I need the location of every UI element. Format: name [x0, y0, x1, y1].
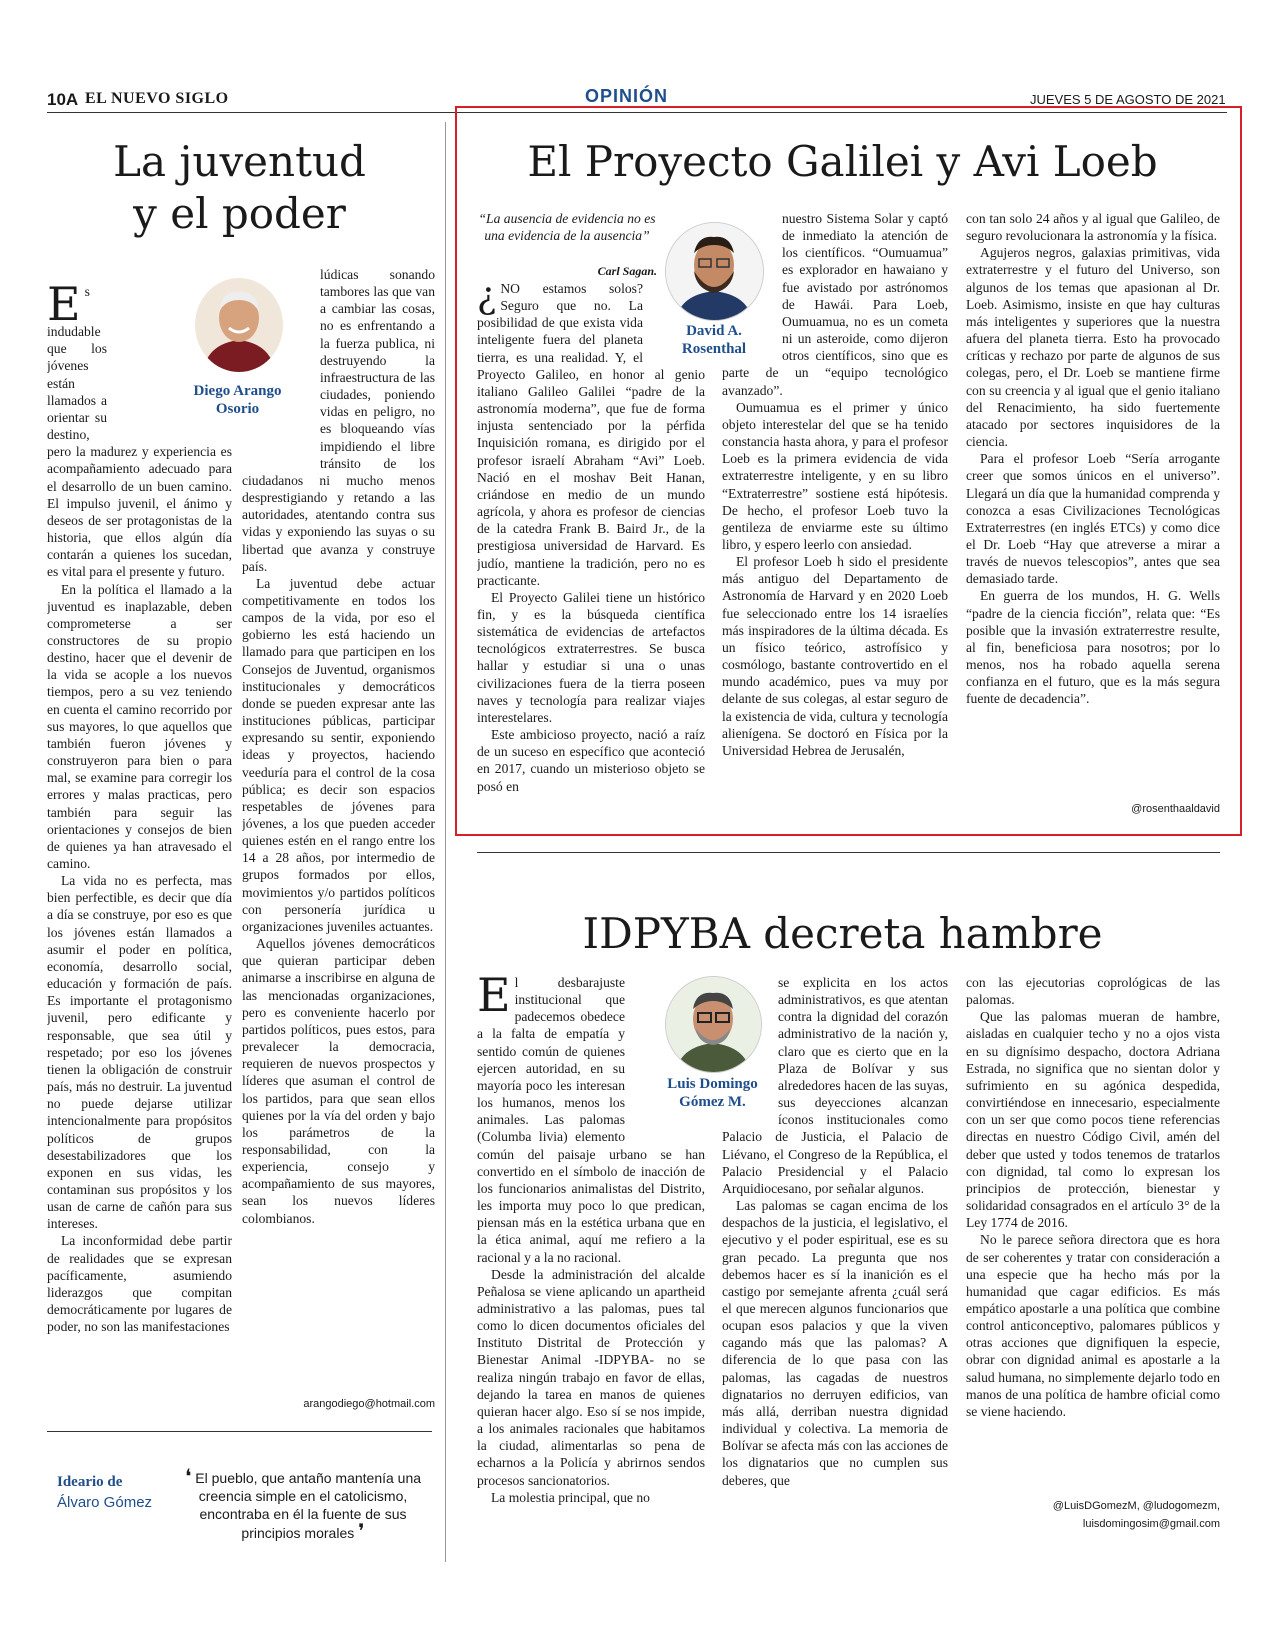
article2-title: El Proyecto Galilei y Avi Loeb [527, 137, 1158, 186]
article-divider [477, 852, 1220, 853]
article3-title: IDPYBA decreta hambre [582, 909, 1103, 958]
article1-title: La juventud y el poder [113, 137, 366, 238]
epigraph-source: Carl Sagan. [597, 264, 657, 278]
article3-email: luisdomingosim@gmail.com [1082, 1518, 1220, 1530]
section-name: OPINIÓN [585, 86, 669, 106]
article3-column-2: se explicita en los actos administrativos, es que atentan contra la dignidad del corazón administrativo de la nación y, claro que es cierto que en la Plaza de Bolívar y sus alrededores hacen de las suyas, sus deyecciones alcanzan íconos institucionales como Palacio de Justicia, el Palacio de Liévano, el Congreso de la República, el Palacio Presidencial y el Palacio Arquidiocesano, por señalar algunos. Las palomas se cagan encima de los despachos de la justicia, el legislativo, el ejecutivo y el poder espiritual, ese es su gran pecado. La pregunta que nos debemos hacer es sí la inanición es el castigo por semejante afrenta ¿cuál será el que merecen algunos funcionarios que ocupan esos palacios y que la viven cagando más que las palomas? A diferencia de lo que pasa con las palomas, las cagadas de nuestros dignatarios no derruyen edificios, van más allá, derriban nuestra dignidad individual y colectiva. La memoria de Bolívar se afecta más con las acciones de los dignatarios que no cumplen sus deberes, que [722, 975, 948, 1488]
author-name-arango: Diego Arango Osorio [193, 383, 282, 417]
article1-email: arangodiego@hotmail.com [303, 1398, 435, 1410]
article1-column-2: lúdicas sonando tambores las que van a cambiar las cosas, no es enfrentando a la fuerza publica, ni destruyendo la infraestructura de las ciudades, poniendo vidas en peligro, no es bloqueando vías impidiendo el libre tránsito de los ciudadanos ni mucho menos desprestigiando y retando a las autoridades, atentando contra sus vidas y exponiendo las suyas o su libertad que avanza y construye país. La juventud debe actuar competitivamente en todos los campos de la vida, por eso el gobierno les está haciendo un llamado para que participen en los Consejos de Juventud, organismos institucionales y democráticos donde se pueden expresar ante las instituciones públicas, participar expresando su sentir, exponiendo ideas y proyectos, haciendo veeduría para el control de la cosa pública; es decir son espacios respetables de jóvenes para jóvenes, a los que pueden acceder quienes estén en el rango entre los 14 a 28 años, por intermedio de grupos formados por ellos, movimientos y/o partidos políticos con personería jurídica u organizaciones juveniles actuantes. Aquellos jóvenes democráticos que quieran participar deben animarse a inscribirse en alguna de las mencionadas organizaciones, pero es conveniente hacerlo por partidos políticos, pues estos, para prevalecer la democracia, requieren de nuevos prospectos y líderes que asuman el control de los partidos, para que sean ellos quienes por la vía del orden y bajo los parámetros de la responsabilidad, con la experiencia, consejo y acompañamiento de sus mayores, sean los nuevos líderes colombianos. [242, 267, 435, 1226]
epigraph-quote: “La ausencia de evidencia no es una evidencia de la ausencia” [478, 211, 656, 243]
article2-handle: @rosenthaaldavid [1131, 803, 1220, 815]
ideario-title: Ideario de [57, 1474, 123, 1490]
author-name-rosenthal: David A. Rosenthal [681, 323, 747, 357]
article2-column-2: nuestro Sistema Solar y captó de inmediato la atención de los científicos. “Oumuamua” es explorador en hawaiano y fue avistado por astrónomos de Hawái. Para Loeb, Oumuamua, no es un cometa ni un asteroide, como dijeron otros científicos, sino que es parte de un “equipo tecnológico avanzado”. Oumuamua es el primer y único objeto interestelar del que se ha tenido constancia hasta ahora, y para el profesor Loeb es la primera evidencia de vida extraterrestre inteligente, y en su libro “Extraterrestre” sostiene está hipótesis. De hecho, el profesor Loeb tuvo la gentileza de enviarme este su último libro, y espero leerlo con ansiedad. El profesor Loeb h sido el presidente más antiguo del Departamento de Astronomía de Harvard y en 2020 Loeb fue seleccionado entre los 14 israelíes más inspiradores de la última década. Es un físico teórico, astrofísico y cosmólogo, bastante controvertido en el mundo académico, pues va muy por delante de sus colegas, al estar seguro de la existencia de vida, cultura y tecnología alienígena. Se doctoró en Física por la Universidad Hebrea de Jerusalén, [722, 211, 948, 758]
article2-column-1: ¿ NO estamos solos? Seguro que no. La posibilidad de que exista vida inteligente fuera del planeta tierra, es una realidad. Y, el Proyecto Galileo, en honor al genio italiano Galileo Galilei “padre de la astronomía moderna”, que fue de forma injusta sentenciado por la pérfida Inquisición romana, es dirigido por el profesor israelí Abraham “Avi” Loeb. Nació en el moshav Beit Hanan, criándose en medio de un mundo agrícola, y ahora es profesor de ciencias de la catedra Frank B. Baird Jr., de la prestigiosa universidad de Harvard. Es judío, mantiene la tradición, pero no es practicante. El Proyecto Galilei tiene un histórico fin, y es la búsqueda científica sistemática de evidencias de artefactos tecnológicos extraterrestres. Se busca hallar y estudiar si una o unas civilizaciones fuera de la tierra poseen naves y tecnología para realizar viajes interestelares. Este ambicioso proyecto, nació a raíz de un suceso en específico que aconteció en 2017, cuando un misterioso objeto se posó en [477, 280, 705, 794]
issue-date: JUEVES 5 DE AGOSTO DE 2021 [1030, 92, 1226, 107]
ideario-name: Álvaro Gómez [57, 1494, 153, 1511]
article3-handle: @LuisDGomezM, @ludogomezm, [1052, 1500, 1220, 1512]
ideario-quote: ❛ El pueblo, que antaño mantenía una creencia simple en el catolicismo, encontraba en él la fuente de sus principios morales ❜ [184, 1466, 422, 1543]
ideario-rule [47, 1431, 432, 1432]
newspaper-name: EL NUEVO SIGLO [85, 90, 229, 107]
author-name-gomez: Luis Domingo Gómez M. [667, 1076, 758, 1110]
page-number: 10A [47, 90, 79, 109]
article1-column-1: Es indudable que los jóvenes están llamados a orientar su destino, pero la madurez y experiencia es acompañamiento adecuado para el desarrollo de un buen camino. El impulso juvenil, el ánimo y deseos de ser protagonistas de la historia, que ellos algún día contarán a quienes los sucedan, es vital para el presente y futuro. En la política el llamado a la juventud es inaplazable, deben comprometerse a ser constructores de su propio destino, hacer que el devenir de la vida se acople a los nuevos tiempos, pero a su vez teniendo en cuenta el camino recorrido por sus mayores, lo que aquellos que también fueron jóvenes y construyeron para bien o para mal, se examine para corregir los errores y malas practicas, pero también para seguir las orientaciones y consejos de bien de quienes ya han atravesado el camino. La vida no es perfecta, mas bien perfectible, es decir que día a día se construye, por eso es que los jóvenes están llamados a asumir el poder en política, economía, desarrollo social, educación y formación de país. Es importante el protagonismo juvenil, pero edificante y responsable, que sea útil y respetado; por eso los jóvenes tienen la obligación de construir país, más no destruir. La juventud no puede dejarse utilizar intencionalmente para propósitos políticos de grupos desestabilizadores que los exponen en sus vidas, les contaminan sus propósitos y los usan de carne de cañón para sus intereses. La inconformidad debe partir de realidades que se expresan pacíficamente, asumiendo liderazgos que compitan democráticamente por lugares de poder, no son las manifestaciones [47, 283, 232, 1335]
column-rule [445, 122, 446, 1562]
article3-column-3: con las ejecutorias coprológicas de las palomas. Que las palomas mueran de hambre, aisladas en cualquier techo y no a ojos vista en su dignísimo despacho, doctora Adriana Estrada, no significa que no sientan dolor y sufrimiento en su agónica despedida, convirtiéndose en innecesario, especialmente con un ser que como pocos tiene referencias directas en nuestro Código Civil, amén del deber que usted y todos tenemos de tratarlos con dignidad, tal como lo expresan los principios de protección, bienestar y solidaridad consagrados en el artículo 3° de la Ley 1774 de 2016. No le parece señora directora que es hora de ser coherentes y tratar con consideración a una especie que ha hecho más por la humanidad que cagar edificios. Es más empático apostarle a una política que combine control anticonceptivo, palomares públicos y otras acciones que dignifiquen la especie, obrar con dignidad animal es apostarle a la salud humana, no simplemente dejarlo todo en manos de una política de hambre oficial como se viene haciendo. [966, 975, 1220, 1419]
article3-column-1: El desbarajuste institucional que padecemos obedece a la falta de empatía y sentido común de quienes ejercen autoridad, en su mayoría poco les interesan los humanos, menos los animales. Las palomas (Columba livia) elemento común del paisaje urbano se han convertido en el símbolo de inacción de los funcionarios animalistas del Distrito, les importa muy poco lo que predican, piensan más en la estética urbana que en la ética animal, aquí me refiero a la racional y a la no racional. Desde la administración del alcalde Peñalosa se viene aplicando un apartheid administrativo a las palomas, pues tal como lo dicen documentos oficiales del Instituto Distrital de Protección y Bienestar Animal -IDPYBA- no se realiza ningún trabajo en favor de ellas, dejando la tarea en manos de quienes quieran hacer algo. Eso sí se nos impide, a los animales racionales que habitamos la ciudad, alimentarlas so pena de echarnos a la Policía y abrirnos sendos procesos sancionatorios. La molestia principal, que no [477, 974, 705, 1505]
article2-column-3: con tan solo 24 años y al igual que Galileo, de seguro revolucionara la astronomía y la física. Agujeros negros, galaxias primitivas, vida extraterrestre y el futuro del Universo, son algunos de los temas que apasionan al Dr. Loeb. Asimismo, insiste en que hay culturas más inteligentes y superiores que la nuestra afuera del planeta tierra. Esto ha provocado críticas y rechazo por parte de algunos de sus colegas, pero, el Dr. Loeb se mantiene firme con su creencia y al igual que el genio italiano del Renacimiento, ha sido fuertemente atacado por sectores inquisidores de la ciencia. Para el profesor Loeb “Sería arrogante creer que somos únicos en el universo”. Llegará un día que la humanidad comprenda y conozca a esas Civilizaciones Tecnológicas Extraterrestres (en inglés ETCs) y como dice el Dr. Loeb “Hay que atreverse a mirar a través de nuevos telescopios”, antes que sea demasiado tarde. En guerra de los mundos, H. G. Wells “padre de la ciencia ficción”, relata que: “Es posible que la invasión extraterrestre resulte, al fin, beneficiosa para nosotros; por lo menos, nos ha robado aquella serena confianza en el futuro, que es la más segura fuente de decadencia”. [966, 211, 1220, 707]
